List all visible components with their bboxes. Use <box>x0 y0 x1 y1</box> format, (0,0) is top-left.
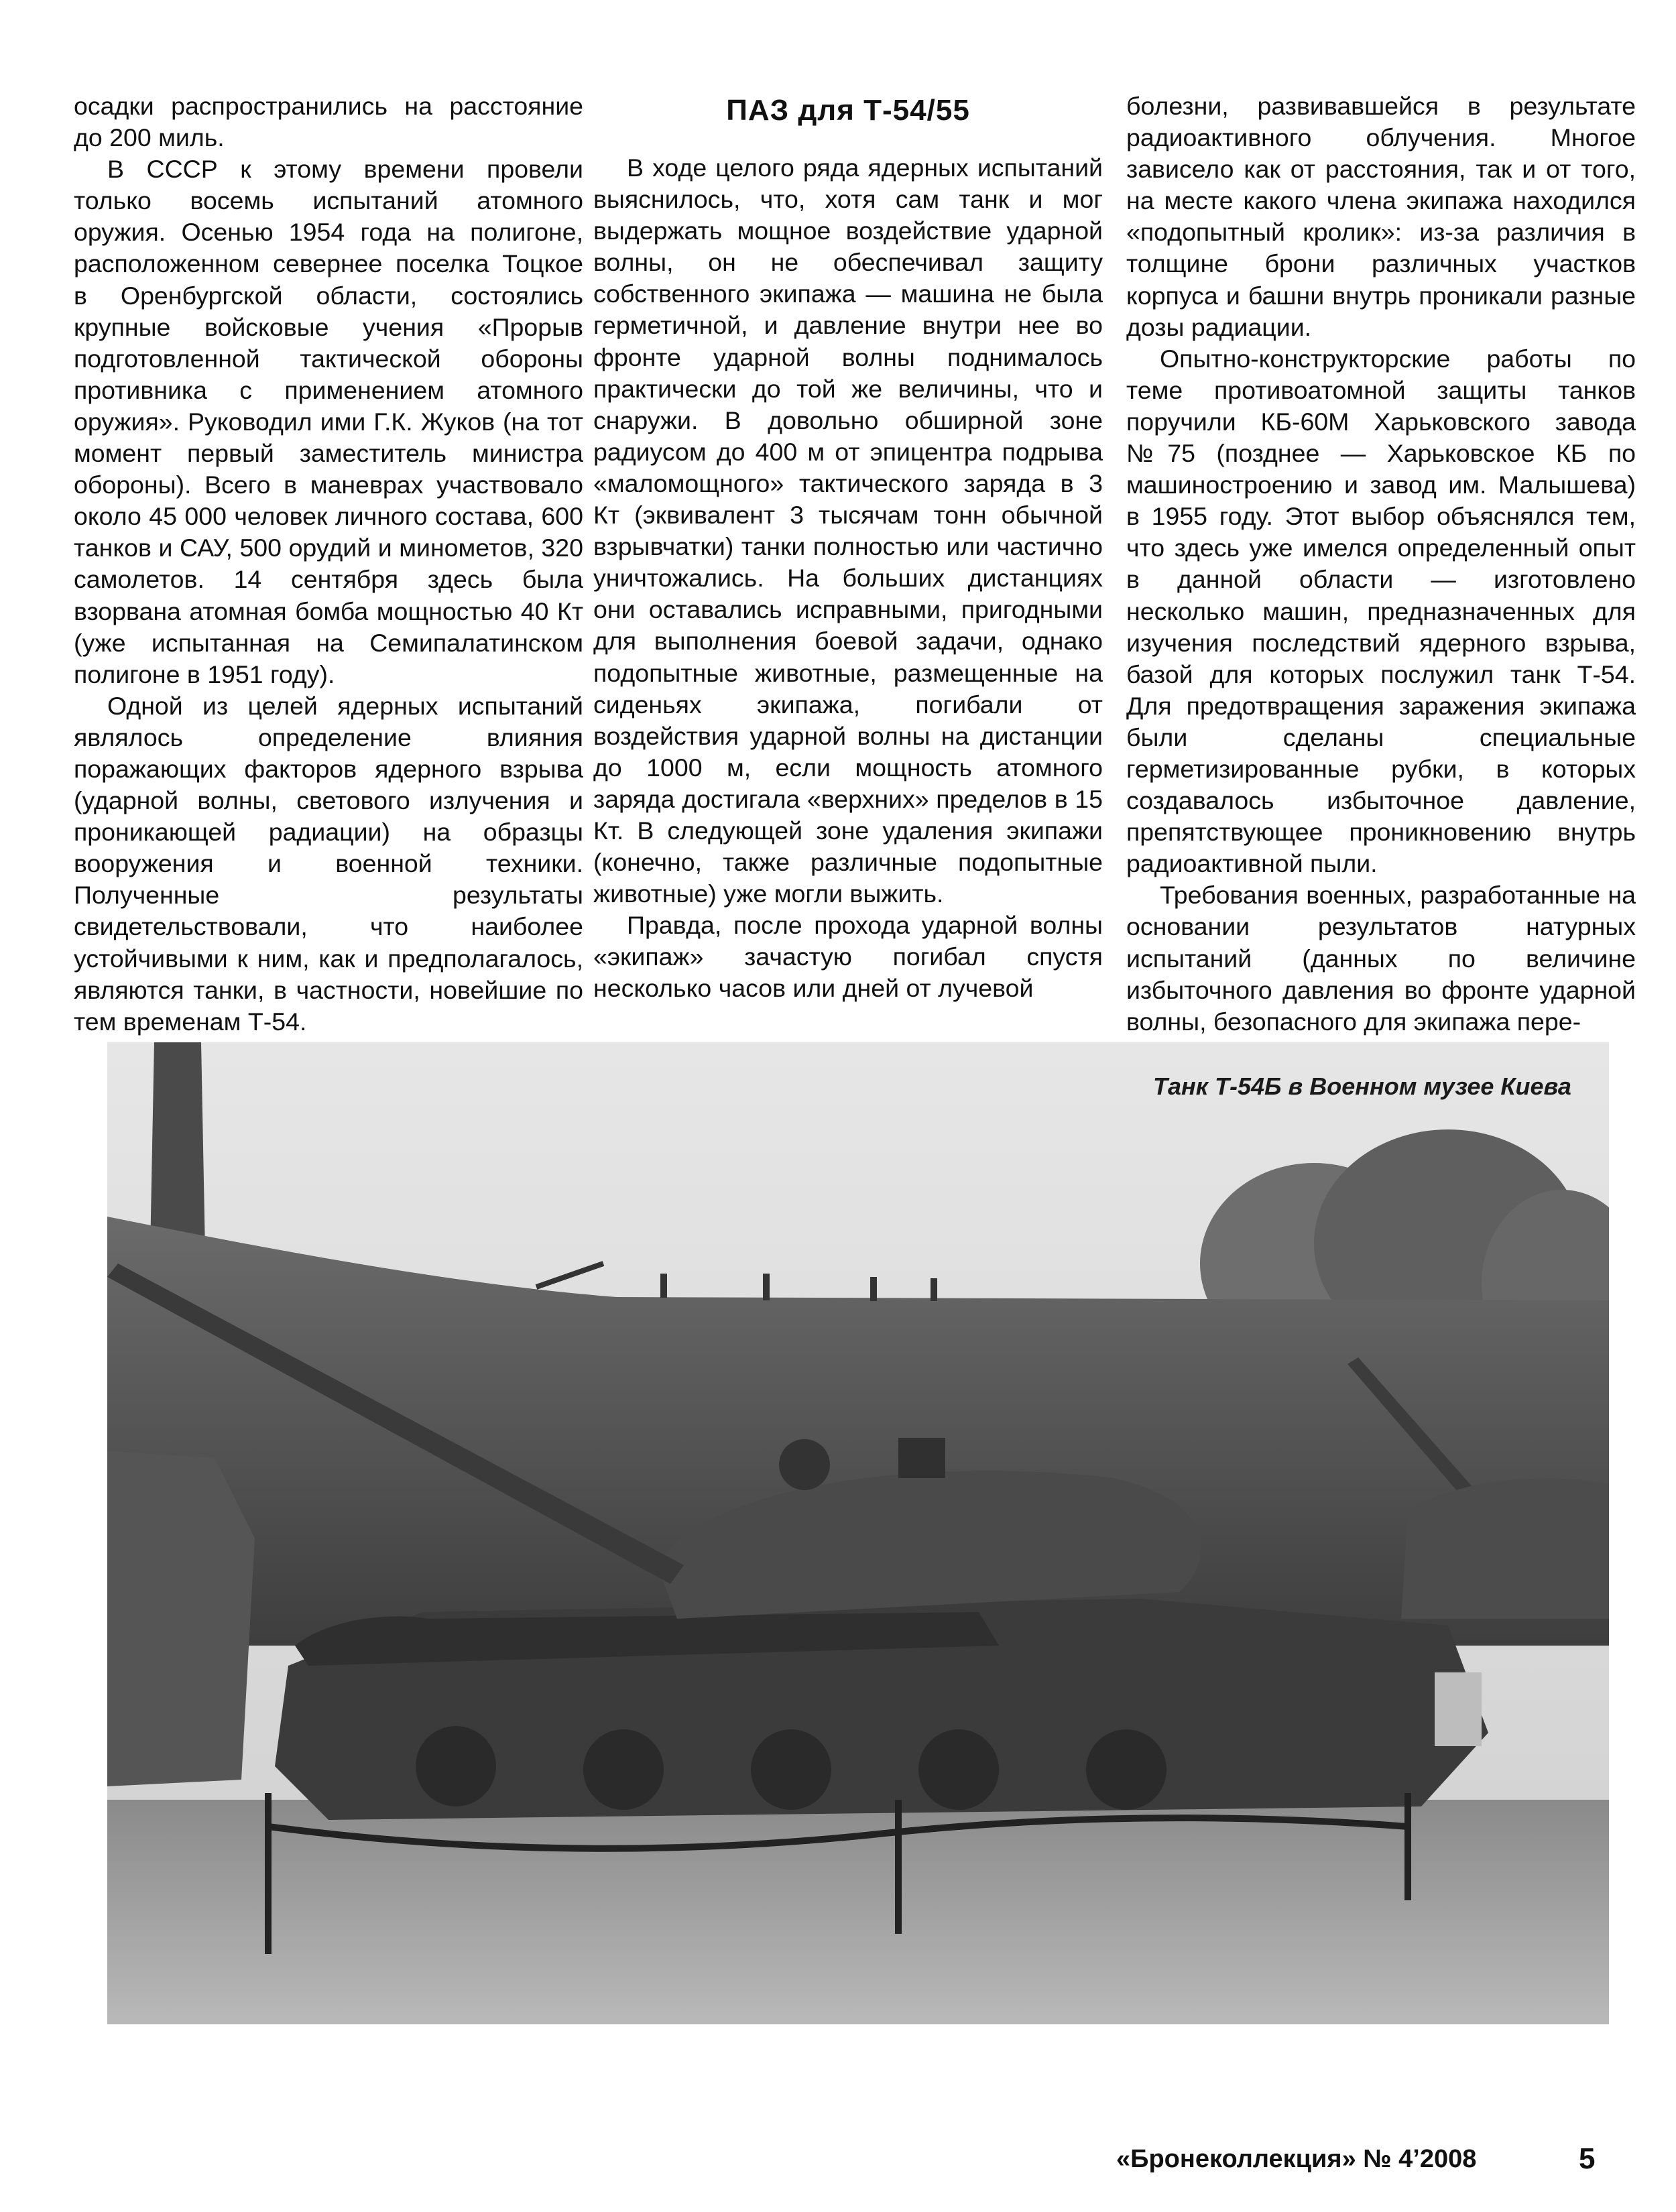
text-column-1 <box>74 90 583 1038</box>
paragraph: Требования военных, разработанные на основании результатов натурных испытаний (данных по величине избыточного давления во фронте ударной волны, безопасного для экипажа пере- <box>1126 881 1636 1036</box>
paragraph: болезни, развивавшейся в результате радиоактивного облучения. Многое зависело как от расстояния, так и от того, на месте какого члена экипажа находился «подопытный кролик»: из-за различия в толщине брони различных участков корпуса и башни внутрь проникали разные дозы радиации. <box>1126 92 1636 341</box>
photo-caption: Танк Т-54Б в Военном музее Киева <box>1153 1072 1571 1100</box>
paragraph: Одной из целей ядерных испытаний являлось определение влияния поражающих факторов ядерного взрыва (ударной волны, светового излучения и проникающей радиации) на образцы вооружения и военной техники. Полученные результаты свидетельствовали, что наиболее устойчивыми к ним, как и предполагалось, являются танки, в частности, новейшие по тем временам Т-54. <box>74 691 583 1036</box>
text-column-2 <box>593 90 1103 1005</box>
paragraph: Опытно-конструкторские работы по теме противоатомной защиты танков поручили КБ-60М Харьковского завода №75 (позднее — Харьковское КБ по машиностроению и завод им. Малышева) в 1955 году. Этот выбор объяснялся тем, что здесь уже имелся определенный опыт в данной области — изготовлено несколько машин, предназначенных для изучения последствий ядерного взрыва, базой для которых послужил танк Т-54. Для предотвращения заражения экипажа были сделаны специальные герметизированные рубки, в которых создавалось избыточное давление, препятствующее проникновению внутрь радиоактивной пыли. <box>1126 344 1636 878</box>
text-column-3 <box>1126 90 1636 1038</box>
magazine-title: «Бронеколлекция» № 4’2008 <box>1116 2145 1477 2173</box>
paragraph: осадки распространились на расстояние до 200 миль. <box>74 92 583 152</box>
tank-photo <box>107 1042 1609 2024</box>
paragraph: Правда, после прохода ударной волны «экипаж» зачастую погибал спустя несколько часов или дней от лучевой <box>593 911 1103 1003</box>
paragraph: В ходе целого ряда ядерных испытаний выяснилось, что, хотя сам танк и мог выдержать мощное воздействие ударной волны, он не обеспечивал защиту собственного экипажа — машина не была герметичной, и давление внутри нее во фронте ударной волны поднималось практически до той же величины, что и снаружи. В довольно обширной зоне радиусом до 400 м от эпицентра подрыва «маломощного» тактического заряда в 3 Кт (эквивалент 3 тысячам тонн обычной взрывчатки) танки полностью или частично уничтожались. На больших дистанциях они оставались исправными, пригодными для выполнения боевой задачи, однако подопытные животные, размещенные на сиденьях экипажа, погибали от воздействия ударной волны на дистанции до 1000 м, если мощность атомного заряда достигала «верхних» пределов в 15 Кт. В следующей зоне удаления экипажи (конечно, также различные подопытные животные) уже могли выжить. <box>593 153 1103 908</box>
tank-photo-illustration <box>107 1042 1609 2024</box>
section-heading: ПАЗ для Т-54/55 <box>726 94 970 127</box>
page-number: 5 <box>1579 2142 1596 2175</box>
paragraph: В СССР к этому времени провели только восемь испытаний атомного оружия. Осенью 1954 года на полигоне, расположенном севернее поселка Тоцкое в Оренбургской области, состоялись крупные войсковые учения «Прорыв подготовленной тактической обороны противника с применением атомного оружия». Руководил ими Г.К. Жуков (на тот момент первый заместитель министра обороны). Всего в маневрах участвовало около 45 000 человек личного состава, 600 танков и САУ, 500 орудий и минометов, 320 самолетов. 14 сентября здесь была взорвана атомная бомба мощностью 40 Кт (уже испытанная на Семипалатинском полигоне в 1951 году). <box>74 155 583 688</box>
